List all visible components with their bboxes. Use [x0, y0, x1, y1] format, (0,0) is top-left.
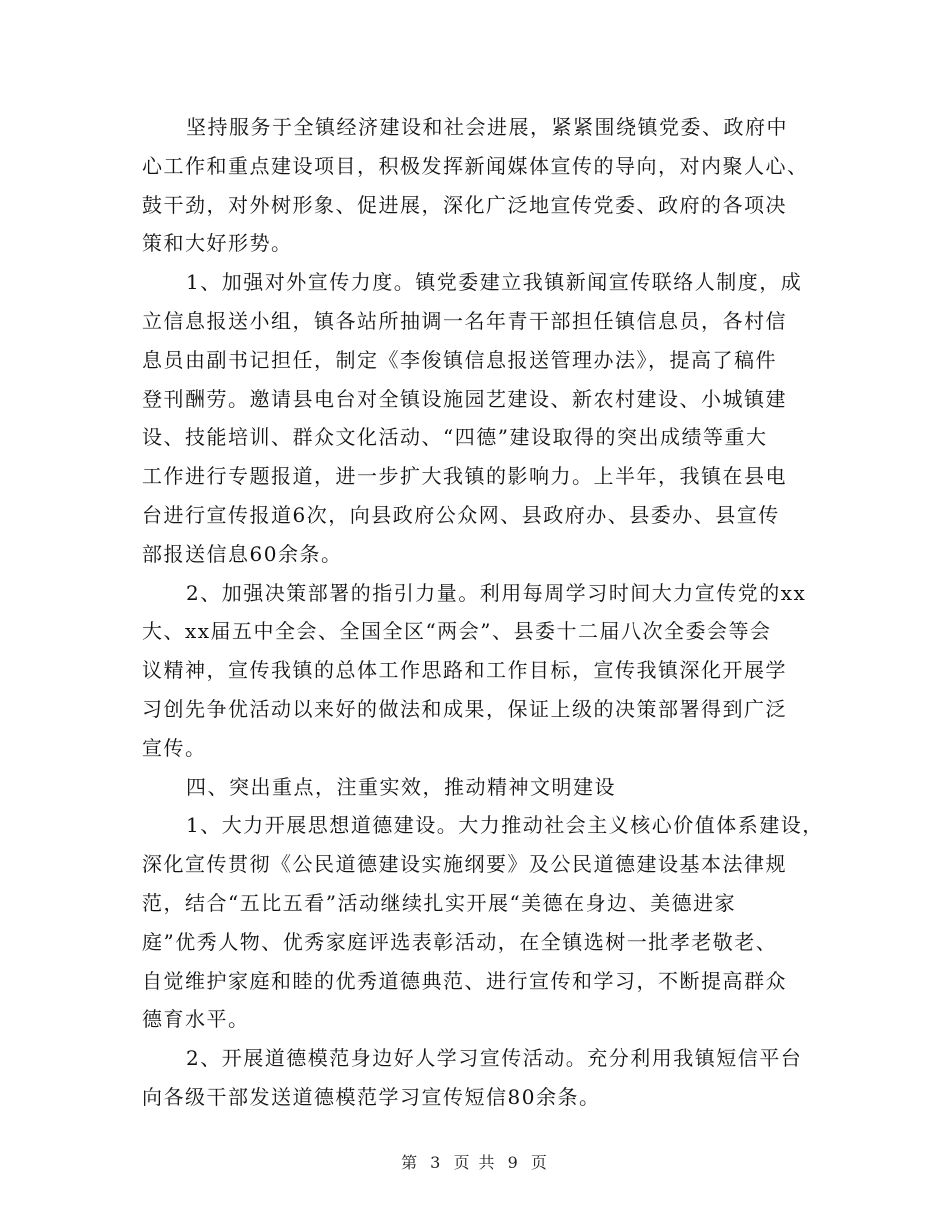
text-line: 工作进行专题报道，进一步扩大我镇的影响力。上半年，我镇在县电 — [142, 464, 787, 489]
page-label-mid: 页 共 — [453, 1153, 497, 1172]
text-line: 设、技能培训、群众文化活动、“四德”建设取得的突出成绩等重大 — [142, 425, 768, 450]
text-line: 坚持服务于全镇经济建设和社会进展，紧紧围绕镇党委、政府中 — [186, 115, 788, 139]
total-pages-number: 9 — [507, 1153, 520, 1172]
text-line: 1、加强对外宣传力度。镇党委建立我镇新闻宣传联络人制度，成 — [186, 270, 803, 295]
text-line: 自觉维护家庭和睦的优秀道德典范、进行宣传和学习，不断提高群众 — [142, 968, 787, 993]
current-page-number: 3 — [430, 1153, 443, 1172]
text-line: 部报送信息60余条。 — [142, 541, 343, 566]
text-line: 2、开展道德模范身边好人学习宣传活动。充分利用我镇短信平台 — [186, 1046, 803, 1071]
text-line: 息员由副书记担任，制定《李俊镇信息报送管理办法》，提高了稿件 — [142, 347, 777, 372]
text-line: 登刊酬劳。邀请县电台对全镇设施园艺建设、新农村建设、小城镇建 — [142, 386, 787, 411]
section-heading-text: 四、突出重点，注重实效，推动精神文明建设 — [186, 774, 616, 799]
text-line: 2、加强决策部署的指引力量。利用每周学习时间大力宣传党的xx — [186, 580, 807, 605]
text-line: 策和大好形势。 — [142, 231, 293, 256]
text-line: 范，结合“五比五看”活动继续扎实开展“美德在身边、美德进家 — [142, 890, 737, 915]
paragraph-role-models — [142, 1039, 822, 1117]
paragraph-intro — [142, 108, 822, 263]
text-line: 心工作和重点建设项目，积极发挥新闻媒体宣传的导向，对内聚人心、 — [142, 153, 809, 178]
paragraph-external-publicity — [142, 263, 822, 573]
paragraph-decision-guidance — [142, 574, 822, 768]
text-line: 德育水平。 — [142, 1007, 250, 1032]
paragraph-moral-construction — [142, 806, 822, 1039]
text-line: 立信息报送小组，镇各站所抽调一名年青干部担任镇信息员，各村信 — [142, 308, 787, 333]
text-line: 宣传。 — [142, 735, 207, 760]
document-body — [142, 108, 822, 1117]
page-label-suffix: 页 — [530, 1153, 549, 1172]
text-line: 大、xx届五中全会、全国全区“两会”、县委十二届八次全委会等会 — [142, 619, 772, 644]
page-footer — [0, 1150, 950, 1173]
text-line: 台进行宣传报道6次，向县政府公众网、县政府办、县委办、县宣传 — [142, 502, 780, 527]
text-line: 庭”优秀人物、优秀家庭评选表彰活动，在全镇选树一批孝老敬老、 — [142, 929, 778, 954]
text-line: 1、大力开展思想道德建设。大力推动社会主义核心价值体系建设， — [186, 813, 824, 838]
text-line: 鼓干劲，对外树形象、促进展，深化广泛地宣传党委、政府的各项决 — [142, 192, 787, 217]
text-line: 议精神，宣传我镇的总体工作思路和工作目标，宣传我镇深化开展学 — [142, 658, 787, 683]
text-line: 向各级干部发送道德模范学习宣传短信80余条。 — [142, 1084, 601, 1109]
text-line: 深化宣传贯彻《公民道德建设实施纲要》及公民道德建设基本法律规 — [142, 852, 787, 877]
page-label-prefix: 第 — [401, 1153, 420, 1172]
text-line: 习创先争优活动以来好的做法和成果，保证上级的决策部署得到广泛 — [142, 696, 787, 721]
section-heading — [142, 768, 822, 807]
